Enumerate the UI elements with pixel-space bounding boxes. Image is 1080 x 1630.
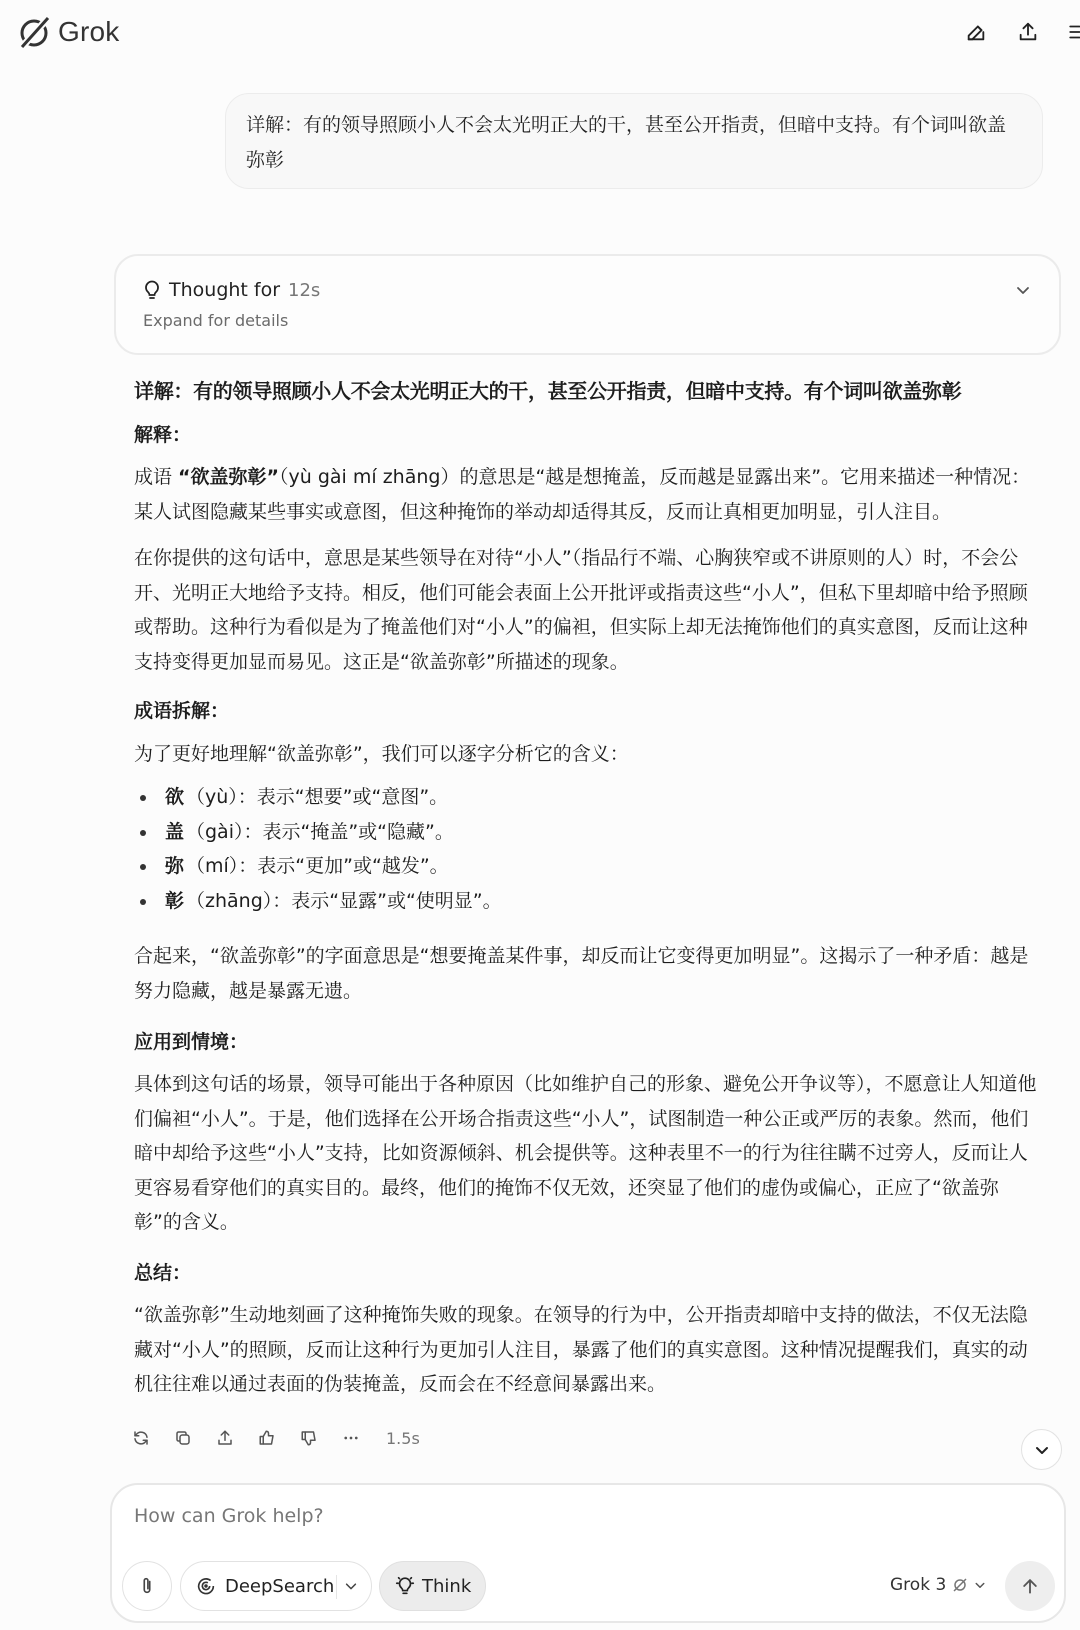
regenerate-icon[interactable] xyxy=(132,1424,174,1452)
response-time: 1.5s xyxy=(386,1428,420,1448)
thumbs-down-icon[interactable] xyxy=(300,1424,342,1452)
more-icon[interactable] xyxy=(342,1424,384,1452)
app-name: Grok xyxy=(58,16,120,47)
heading-summary: 总结： xyxy=(134,1262,192,1284)
lightbulb-icon xyxy=(143,280,161,300)
thought-panel[interactable] xyxy=(114,254,1061,355)
list-item-text: （zhāng）：表示“显露”或“使明显”。 xyxy=(186,890,502,912)
send-button[interactable] xyxy=(1005,1561,1055,1611)
list-item-char: 欲 xyxy=(165,786,185,808)
definition-term: “欲盖弥彰” xyxy=(178,466,280,488)
chevron-down-icon[interactable] xyxy=(344,1579,358,1593)
list-item-char: 弥 xyxy=(165,855,185,877)
user-message-text: 详解：有的领导照顾小人不会太光明正大的干，甚至公开指责，但暗中支持。有个词叫欲盖弥彰 xyxy=(246,114,1007,171)
divider xyxy=(336,1575,337,1599)
thought-label: Thought for xyxy=(169,279,281,301)
thought-time: 12s xyxy=(288,279,321,301)
composer xyxy=(110,1483,1066,1623)
bullet-dot xyxy=(140,830,146,836)
arrow-up-icon xyxy=(1020,1576,1040,1596)
paragraph-application: 具体到这句话的场景，领导可能出于各种原因（比如维护自己的形象、避免公开争议等），不愿意让人知道他们偏袒“小人”。于是，他们选择在公开场合指责这些“小人”，试图制造一种公正或严厉的表象。然而，他们暗中却给予这些“小人”支持，比如资源倾斜、机会提供等。这种表里不一的行为往往瞒不过旁人，反而让人更容易看穿他们的真实目的。最终，他们的掩饰不仅无效，还突显了他们的虚伪或偏心，正应了“欲盖弥彰”的含义。 xyxy=(134,1073,1037,1233)
paragraph-definition xyxy=(134,460,1046,529)
share-icon[interactable] xyxy=(1014,18,1042,46)
definition-text: （yù gài mí zhāng）的意思是“越是想掩盖，反而越是显露出来”。它用来描述一种情况：某人试图隐藏某些事实或意图，但这种掩饰的举动却适得其反，反而让真相更加明显，引人注目。 xyxy=(134,466,1031,523)
list-item-text: （yù）：表示“想要”或“意图”。 xyxy=(186,786,449,808)
bullet-dot xyxy=(140,899,146,905)
heading-apply: 应用到情境： xyxy=(134,1031,249,1053)
list-item-text: （mí）：表示“更加”或“越发”。 xyxy=(186,855,449,877)
new-chat-icon[interactable] xyxy=(962,18,990,46)
think-button[interactable] xyxy=(379,1561,486,1611)
grok-logo-icon xyxy=(16,14,52,50)
incognito-icon xyxy=(952,1577,968,1593)
list-item-char: 彰 xyxy=(165,890,185,912)
menu-icon[interactable] xyxy=(1066,18,1080,46)
chevron-down-icon xyxy=(974,1579,986,1591)
thumbs-up-icon[interactable] xyxy=(258,1424,300,1452)
chevron-down-icon xyxy=(1034,1442,1050,1458)
paperclip-icon xyxy=(138,1576,156,1596)
think-label: Think xyxy=(422,1575,472,1597)
heading-explain: 解释： xyxy=(134,424,192,446)
deepsearch-label: DeepSearch xyxy=(225,1575,335,1597)
message-actions xyxy=(132,1424,420,1452)
thought-subtitle: Expand for details xyxy=(143,311,289,330)
share-response-icon[interactable] xyxy=(216,1424,258,1452)
answer-title: 详解：有的领导照顾小人不会太光明正大的干，甚至公开指责，但暗中支持。有个词叫欲盖弥彰 xyxy=(134,379,962,403)
prompt-input[interactable] xyxy=(134,1505,834,1527)
attach-button[interactable] xyxy=(122,1561,172,1611)
lightbulb-icon xyxy=(394,1575,416,1597)
scroll-down-button[interactable] xyxy=(1021,1429,1062,1470)
deepsearch-icon xyxy=(195,1575,217,1597)
paragraph-context: 在你提供的这句话中，意思是某些领导在对待“小人”（指品行不端、心胸狭窄或不讲原则的人）时，不会公开、光明正大地给予支持。相反，他们可能会表面上公开批评或指责这些“小人”，但私下里却暗中给予照顾或帮助。这种行为看似是为了掩盖他们对“小人”的偏袒，但实际上却无法掩饰他们的真实意图，反而让这种支持变得更加显而易见。这正是“欲盖弥彰”所描述的现象。 xyxy=(134,547,1028,673)
copy-icon[interactable] xyxy=(174,1424,216,1452)
deepsearch-button[interactable] xyxy=(180,1561,372,1611)
chevron-down-icon[interactable] xyxy=(1015,282,1031,302)
list-item-char: 盖 xyxy=(165,821,185,843)
paragraph-literal-meaning: 合起来，“欲盖弥彰”的字面意思是“想要掩盖某件事，却反而让它变得更加明显”。这揭示了一种矛盾：越是努力隐藏，越是暴露无遗。 xyxy=(134,945,1029,1002)
bullet-dot xyxy=(140,795,146,801)
paragraph-summary: “欲盖弥彰”生动地刻画了这种掩饰失败的现象。在领导的行为中，公开指责却暗中支持的做法，不仅无法隐藏对“小人”的照顾，反而让这种行为更加引人注目，暴露了他们的真实意图。这种情况提醒我们，真实的动机往往难以通过表面的伪装掩盖，反而会在不经意间暴露出来。 xyxy=(134,1304,1028,1395)
heading-breakdown: 成语拆解： xyxy=(134,700,230,722)
user-message xyxy=(225,93,1043,189)
definition-prefix: 成语 xyxy=(134,466,179,488)
list-item-text: （gài）：表示“掩盖”或“隐藏”。 xyxy=(186,821,454,843)
model-label: Grok 3 xyxy=(890,1575,947,1595)
grok-logo[interactable] xyxy=(16,14,119,50)
paragraph-breakdown-intro: 为了更好地理解“欲盖弥彰”，我们可以逐字分析它的含义： xyxy=(134,743,629,765)
top-bar xyxy=(0,0,1080,68)
bullet-dot xyxy=(140,864,146,870)
model-selector[interactable] xyxy=(890,1575,986,1595)
